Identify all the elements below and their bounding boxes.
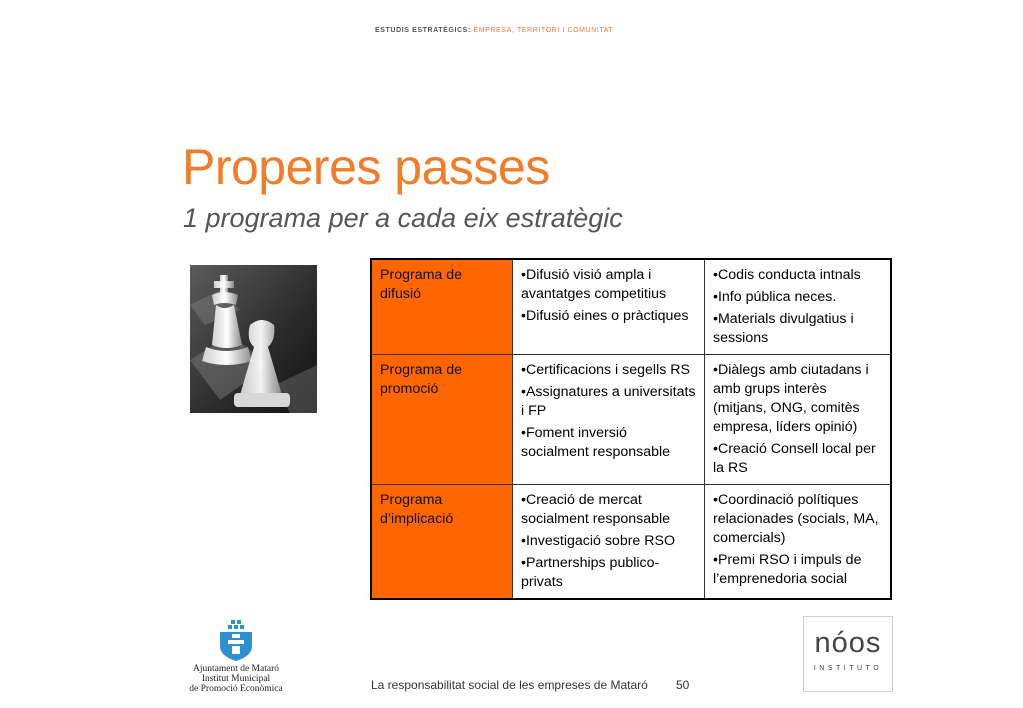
mataro-shield-icon	[184, 618, 288, 662]
slide-subtitle: 1 programa per a cada eix estratègic	[183, 203, 623, 233]
noos-sub: INSTITUTO	[813, 665, 883, 672]
document-header	[375, 27, 613, 34]
noos-logo	[803, 616, 893, 692]
mataro-logo	[184, 618, 288, 698]
table-cell	[705, 355, 892, 485]
slide-title: Properes passes	[182, 139, 550, 195]
table-row	[371, 485, 891, 600]
table-cell	[705, 485, 892, 600]
noos-name: nóos	[814, 627, 882, 659]
bullet-item: •Diàlegs amb ciutadans i amb grups interès (mitjans, ONG, comitès empresa, líders opinió)	[713, 362, 869, 435]
logo-line: Institut Municipal	[201, 674, 271, 684]
bullet-item: •Assignatures a universitats i FP	[521, 384, 696, 419]
header-part-2: EMPRESA, TERRITORI I COMUNITAT	[473, 27, 614, 34]
table-cell	[705, 259, 892, 355]
row-label: Programa de difusió	[371, 259, 513, 355]
bullet-item: •Materials divulgatius i sessions	[713, 311, 854, 346]
row-label: Programa d’implicació	[371, 485, 513, 600]
row-label: Programa de promoció	[371, 355, 513, 485]
table-cell	[513, 485, 705, 600]
chess-king-image	[190, 265, 317, 413]
bullet-item: •Foment inversió socialment responsable	[521, 425, 671, 460]
bullet-item: •Premi RSO i impuls de l’emprenedoria social	[713, 552, 862, 587]
bullet-item: •Creació Consell local per la RS	[713, 441, 876, 476]
bullet-item: •Certificacions i segells RS	[521, 362, 690, 378]
footer-text: La responsabilitat social de les empreses de Mataró	[371, 678, 648, 692]
bullet-item: •Investigació sobre RSO	[521, 533, 676, 549]
bullet-item: •Coordinació polítiques relacionades (socials, MA, comercials)	[713, 492, 879, 546]
table-cell	[513, 355, 705, 485]
bullet-item: •Creació de mercat socialment responsable	[521, 492, 671, 527]
programs-table	[370, 258, 892, 600]
bullet-item: •Difusió eines o pràctiques	[521, 308, 689, 324]
header-part-1: ESTUDIS ESTRATÈGICS:	[375, 27, 471, 34]
bullet-item: •Difusió visió ampla i avantatges competitius	[521, 267, 667, 302]
logo-line: de Promoció Econòmica	[189, 684, 283, 694]
logo-line: Ajuntament de Mataró	[192, 664, 279, 674]
table-cell	[513, 259, 705, 355]
bullet-item: •Info pública neces.	[713, 289, 837, 305]
table-row	[371, 355, 891, 485]
table-row	[371, 259, 891, 355]
bullet-item: •Codis conducta intnals	[713, 267, 861, 283]
page-number: 50	[676, 678, 690, 692]
bullet-item: •Partnerships publico-privats	[521, 555, 660, 590]
